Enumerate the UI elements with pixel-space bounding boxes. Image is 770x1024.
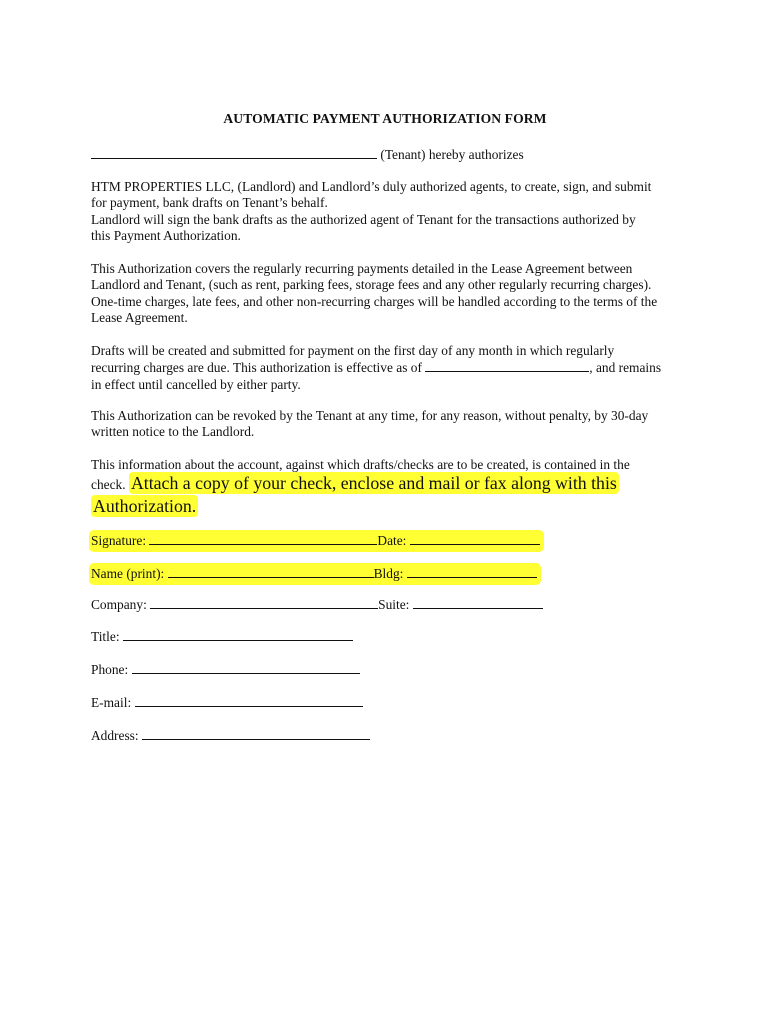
paragraph-account-info — [91, 457, 691, 517]
form-title: AUTOMATIC PAYMENT AUTHORIZATION FORM — [223, 111, 547, 126]
paragraph-text: , and remains — [589, 360, 662, 376]
email-row — [91, 694, 363, 712]
paragraph-line: Drafts will be created and submitted for payment on the first day of any month in which regularly — [91, 343, 615, 358]
address-label: Address: — [91, 728, 139, 743]
paragraph-line: in effect until cancelled by either party. — [91, 376, 301, 392]
paragraph-revoke — [91, 408, 691, 441]
tenant-name-blank-2[interactable] — [177, 146, 285, 159]
suite-label: Suite: — [378, 597, 410, 612]
bldg-field[interactable] — [407, 565, 537, 578]
paragraph-line: this Payment Authorization. — [91, 228, 241, 244]
title-label: Title: — [91, 629, 120, 644]
paragraph-line: This Authorization covers the regularly recurring payments detailed in the Lease Agreement between — [91, 261, 633, 276]
effective-date-blank[interactable] — [425, 359, 589, 372]
paragraph-line: This information about the account, against which drafts/checks are to be created, is contained in the — [91, 457, 630, 472]
paragraph-line: Landlord will sign the bank drafts as the authorized agent of Tenant for the transactions authorized by — [91, 211, 636, 227]
company-label: Company: — [91, 597, 147, 612]
paragraph-line: Lease Agreement. — [91, 310, 188, 326]
paragraph-line: for payment, bank drafts on Tenant’s behalf. — [91, 195, 328, 211]
paragraph-line: One-time charges, late fees, and other non-recurring charges will be handled according to the terms of the — [91, 293, 658, 309]
address-field[interactable] — [142, 727, 370, 740]
paragraph-coverage — [91, 261, 691, 327]
tenant-line-text: (Tenant) hereby authorizes — [380, 147, 524, 162]
signature-label: Signature: — [91, 533, 147, 548]
phone-field[interactable] — [132, 661, 360, 674]
paragraph-line: HTM PROPERTIES LLC, (Landlord) and Landlord’s duly authorized agents, to create, sign, and submit — [91, 179, 652, 194]
name-row — [89, 563, 541, 585]
name-field[interactable] — [168, 565, 374, 578]
phone-label: Phone: — [91, 662, 129, 677]
address-row — [91, 727, 370, 745]
paragraph-line: Landlord and Tenant, (such as rent, parking fees, storage fees and any other regularly recurring charges). — [91, 277, 652, 293]
email-label: E-mail: — [91, 695, 132, 710]
signature-field[interactable] — [149, 532, 377, 545]
attach-check-instruction: Attach a copy of your check, enclose and mail or fax along with this — [130, 473, 617, 494]
effective-date-label: recurring charges are due. This authorization is effective as of — [91, 360, 422, 376]
phone-row — [91, 661, 360, 679]
paragraph-line — [91, 496, 691, 517]
company-field[interactable] — [150, 596, 378, 609]
email-field[interactable] — [135, 694, 363, 707]
date-field[interactable] — [410, 532, 540, 545]
paragraph-text: check. — [91, 477, 126, 493]
paragraph-landlord — [91, 179, 691, 245]
paragraph-line: This Authorization can be revoked by the Tenant at any time, for any reason, without penalty, by 30-day — [91, 408, 649, 423]
name-label: Name (print): — [91, 566, 165, 581]
attach-check-instruction-end: Authorization. — [93, 496, 197, 517]
paragraph-line: written notice to the Landlord. — [91, 424, 255, 440]
signature-row — [89, 530, 544, 552]
title-field[interactable] — [123, 628, 353, 641]
company-row — [91, 596, 543, 614]
paragraph-line — [91, 359, 691, 376]
tenant-line — [91, 146, 691, 163]
title-row — [91, 628, 353, 646]
tenant-name-blank-1[interactable] — [91, 146, 177, 159]
paragraph-line — [91, 473, 691, 494]
tenant-name-blank-3[interactable] — [285, 146, 377, 159]
suite-field[interactable] — [413, 596, 543, 609]
date-label: Date: — [377, 533, 407, 548]
paragraph-drafts — [91, 343, 691, 393]
bldg-label: Bldg: — [373, 566, 404, 581]
